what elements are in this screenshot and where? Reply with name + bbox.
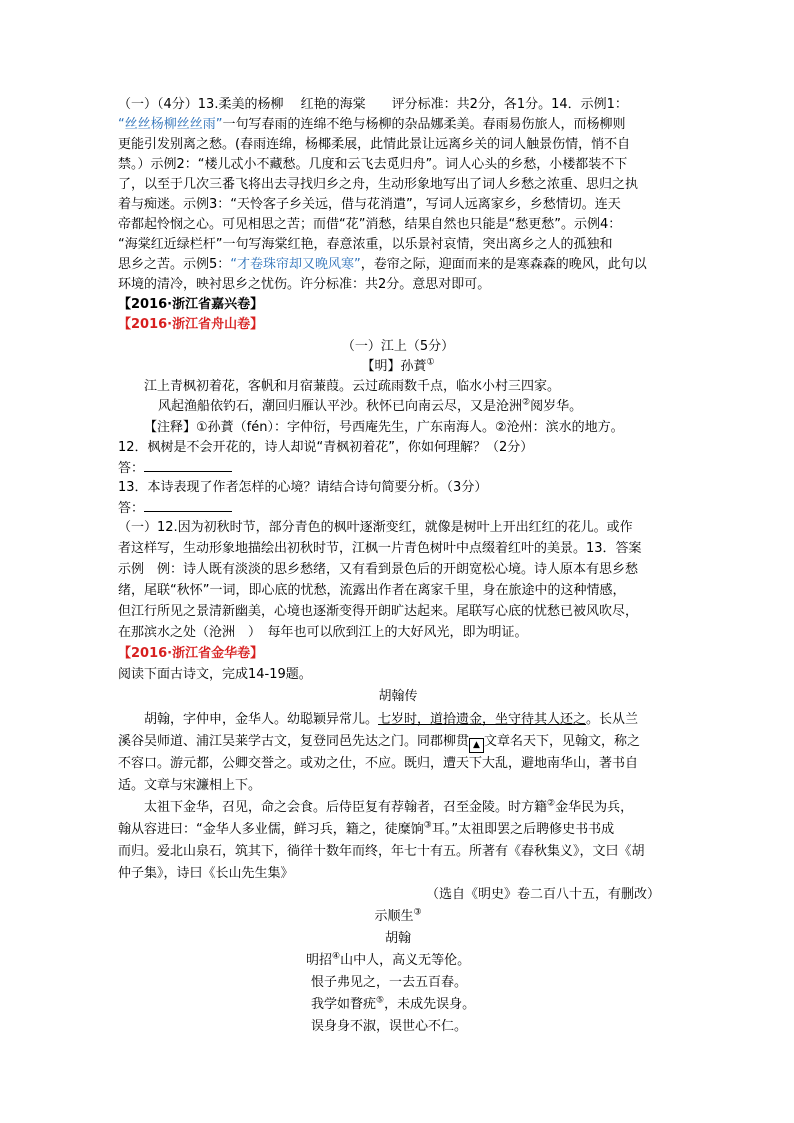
reading-line-6-b: 耳。”太祖即罢之后聘修史书书成 [431, 822, 615, 837]
poem2-line-3 [311, 996, 475, 1014]
reading-line-1-a: 胡翰，字仲申，金华人。幼聪颖异常儿。 [144, 712, 379, 727]
poem1-author [118, 358, 678, 376]
answer1-line-9-a: 思乡之苦。示例5： [118, 257, 231, 272]
answer2-line-6: 在那滨水之处（沧洲 ） 每年也可以欣到江上的大好风光，即为明证。 [118, 625, 528, 640]
answer1-line-4: 禁。）示例2：“楼儿忒小不藏愁。几度和云飞去觅归舟”。词人心头的乡愁，小楼都装不下 [118, 157, 628, 172]
poem1-line-2-b: 阅岁华。 [530, 399, 583, 414]
answer-label-12: 答： [118, 461, 145, 476]
heading-zhoushan: 【2016·浙江省舟山卷】 [118, 317, 264, 332]
question-13: 13．本诗表现了作者怎样的心境？请结合诗句简要分析。（3分） [118, 480, 488, 495]
poem2-line-3-b: ，未成先误身。 [384, 997, 476, 1012]
answer1-line-5: 了，以至于几次三番飞将出去寻找归乡之舟，生动形象地写出了词人乡愁之浓重、思归之执 [118, 177, 639, 192]
quote-poem-5: “才卷珠帘却又晚风寒” [230, 257, 361, 272]
heading-jiaxing: 【2016·浙江省嘉兴卷】 [118, 297, 264, 312]
reading-title: 胡翰传 [378, 689, 418, 704]
answer1-line-9-c: ，卷帘之际，迎面而来的是寒森森的晚风，此句以 [360, 257, 647, 272]
reading-source: （选自《明史》卷二百八十五，有删改） [426, 887, 661, 902]
reading-line-6-a: 翰从容进曰：“金华人多业儒，鲜习兵，籍之，徒糜饷 [118, 822, 424, 837]
answer1-line-1: （一）（4分）13.柔美的杨柳 红艳的海棠 评分标准：共2分，各1分。14．示例1： [118, 97, 628, 112]
reading-line-5-b: 金华民为兵， [555, 800, 634, 815]
poem1-line-1: 江上青枫初着花，客帆和月宿蒹葭。云过疏雨数千点，临水小村三四家。 [144, 379, 561, 394]
reading-line-5-a: 太祖下金华，召见，命之会食。后侍臣复有荐翰者，召至金陵。时方籍 [144, 800, 548, 815]
poem2-line-1-b: 山中人，高义无等伦。 [340, 953, 471, 968]
reading-note-3: ③ [423, 820, 432, 831]
poem1-notes: 【注释】①孙蕡（fén）：字仲衍，号西庵先生，广东南海人。②沧州：滨水的地方。 [144, 420, 624, 435]
poem2-author: 胡翰 [384, 931, 411, 946]
poem2-title-text: 示顺生 [374, 909, 414, 924]
answer-line-12 [118, 459, 232, 478]
quote-poem-1: “丝丝杨柳丝丝雨” [118, 117, 223, 132]
reading-line-6 [118, 821, 614, 839]
answer1-line-8: “海棠红近绿栏杆”一句写海棠红艳，春意浓重，以乐景衬哀情，突出离乡之人的孤独和 [118, 237, 613, 252]
reading-line-1 [144, 711, 638, 729]
reading-intro: 阅读下面古诗文，完成14-19题。 [118, 667, 312, 682]
reading-line-2-a: 溪谷吴师道、浦江吴莱学古文，复登同邑先达之门。同郡柳贯 [118, 734, 470, 749]
reading-line-3: 不容口。游元都，公卿交誉之。或劝之仕，不应。既归，遭天下大乱，避地南华山，著书自 [118, 756, 639, 771]
answer-label-13: 答： [118, 501, 145, 516]
reading-line-5 [144, 799, 633, 817]
poem2-line-4: 误身身不淑，误世心不仁。 [311, 1019, 468, 1034]
poem2-line-1-a: 明招 [306, 953, 333, 968]
poem2-title-note: ③ [413, 907, 422, 918]
answer1-line-9 [118, 256, 647, 274]
blank-box[interactable]: ▲ [469, 738, 484, 753]
answer2-line-2: 者这样写，生动形象地描绘出初秋时节，江枫一片青色树叶中点缀着红叶的美景。13．答案 [118, 541, 642, 556]
question-12: 12．枫树是不会开花的，诗人却说“青枫初着花”，你如何理解？（2分） [118, 440, 534, 455]
answer-line-13 [118, 499, 232, 518]
reading-underlined-sentence: 七岁时，道拾遗金，坐守待其人还之 [378, 712, 587, 727]
poem1-author-text: 【明】孙蕡 [361, 359, 427, 374]
reading-note-2: ② [547, 798, 556, 809]
answer1-line-7: 帝都起怜悯之心。可见相思之苦；而借“花”消愁，结果自然也只能是“愁更愁”。示例4： [118, 217, 622, 232]
heading-jinhua: 【2016·浙江省金华卷】 [118, 646, 264, 661]
poem2-line-3-note: ⑤ [376, 995, 385, 1006]
answer2-line-1: （一）12.因为初秋时节，部分青色的枫叶逐渐变红，就像是树叶上开出红红的花儿。或作 [118, 520, 633, 535]
answer1-line-3: 更能引发别离之愁。(春雨连绵，杨椰柔展，此情此景让远离乡关的词人触景伤情，悄不自 [118, 137, 631, 152]
poem1-line-2-note: ② [522, 397, 531, 408]
reading-line-2 [118, 733, 640, 753]
reading-line-1-b: 。长从兰 [586, 712, 639, 727]
poem2-title [118, 908, 678, 926]
answer1-line-2-text: 一句写春雨的连绵不绝与杨柳的杂品娜柔美。春雨易伤旅人，而杨柳则 [222, 117, 626, 132]
answer-blank-12[interactable] [144, 459, 232, 472]
answer2-line-5: 但江行所见之景清新幽美，心境也逐渐变得开朗旷达起来。尾联写心底的忧愁已被风吹尽， [118, 604, 639, 619]
reading-line-2-b: 文章名天下，见翰文，称之 [484, 734, 641, 749]
reading-line-7: 而归。爱北山泉石，筑其下，徜徉十数年而终，年七十有五。所著有《春秋集义》，文曰《胡 [118, 844, 645, 859]
poem1-line-2 [158, 398, 582, 416]
answer1-line-10: 环境的清冷，映衬思乡之忧伤。许分标准：共2分。意思对即可。 [118, 277, 491, 292]
answer2-line-3: 示例 例：诗人既有淡淡的思乡愁绪，又有看到景色后的开朗宽松心境。诗人原本有思乡愁 [118, 562, 639, 577]
poem2-line-1 [306, 952, 470, 970]
poem1-section-title: （一）江上（5分） [341, 339, 455, 354]
poem1-author-note: ① [426, 357, 435, 368]
poem2-line-1-note: ④ [332, 951, 341, 962]
answer1-line-6: 着与痴迷。示例3：“天怜客子乡关远，借与花消遣”，写词人远离家乡，乡愁情切。连天 [118, 197, 621, 212]
reading-line-8: 仲子集》，诗曰《长山先生集》 [118, 866, 294, 881]
poem2-line-2: 恨子弗见之，一去五百春。 [311, 975, 468, 990]
answer-blank-13[interactable] [144, 499, 232, 512]
poem1-line-2-a: 风起渔船依钓石，潮回归雁认平沙。秋怀已向南云尽，又是沧洲 [158, 399, 523, 414]
answer2-line-4: 绪，尾联“秋怀”一词，即心底的忧愁，流露出作者在离家千里，身在旅途中的这种情感， [118, 583, 626, 598]
answer1-line-2 [118, 116, 626, 134]
reading-line-4: 适。文章与宋濂相上下。 [118, 778, 262, 793]
poem2-line-3-a: 我学如瞀疣 [311, 997, 377, 1012]
